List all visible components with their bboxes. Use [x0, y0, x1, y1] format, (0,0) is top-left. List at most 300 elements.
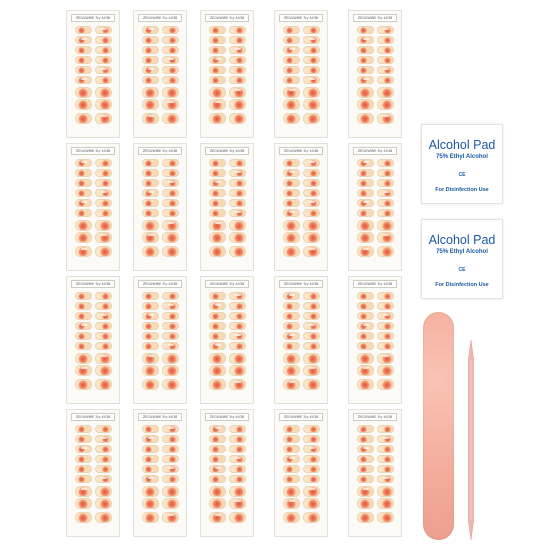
nail-accent	[212, 476, 219, 483]
nail-accent	[145, 77, 152, 84]
nail-sticker	[95, 455, 112, 463]
nail-sticker	[377, 113, 394, 124]
nail-sticker	[75, 99, 92, 110]
sheet-label: ZEGUWWE 5ly 4438	[138, 280, 182, 288]
nail-sticker	[142, 56, 159, 64]
nail-accent	[384, 303, 391, 310]
nail-accent	[167, 366, 177, 376]
nail-accent	[167, 380, 177, 390]
nail-sticker	[357, 322, 374, 330]
nail-accent	[360, 380, 370, 390]
nail-sticker	[357, 425, 374, 433]
nail-sticker	[95, 498, 112, 509]
nail-glint	[235, 89, 241, 91]
nail-accent	[310, 293, 317, 300]
cuticle-stick-icon	[467, 340, 475, 540]
nail-sticker	[229, 232, 246, 243]
nail-sticker	[142, 445, 159, 453]
nail-accent	[236, 77, 243, 84]
nail-accent	[360, 180, 367, 187]
nail-sticker	[162, 46, 179, 54]
nail-accent	[234, 100, 244, 110]
nail-sticker	[229, 425, 246, 433]
nail-accent	[308, 499, 318, 509]
nail-sticker	[162, 342, 179, 350]
nail-sticker	[283, 512, 300, 523]
nail-accent	[310, 466, 317, 473]
alcohol-pad-subtitle: 75% Ethyl Alcohol	[436, 154, 488, 160]
nail-sticker	[209, 342, 226, 350]
nail-accent	[145, 293, 152, 300]
nail-accent	[167, 233, 177, 243]
nail-sticker	[283, 312, 300, 320]
nail-glint	[101, 477, 107, 479]
nail-sticker	[377, 365, 394, 376]
nail-accent	[234, 221, 244, 231]
nail-accent	[360, 303, 367, 310]
nail-accent	[169, 323, 176, 330]
nail-accent	[310, 67, 317, 74]
nail-accent	[360, 88, 370, 98]
nail-accent	[169, 170, 176, 177]
nail-accent	[212, 47, 219, 54]
nail-accent	[169, 476, 176, 483]
nail-sticker	[75, 455, 92, 463]
nail-glint	[309, 161, 315, 163]
nail-accent	[145, 180, 152, 187]
nail-accent	[360, 313, 367, 320]
nail-accent	[212, 210, 219, 217]
nail-sticker	[229, 209, 246, 217]
sheet-label: ZEGUWWE 5ly 4438	[353, 14, 397, 22]
nail-glint	[215, 427, 221, 429]
nail-sticker	[377, 159, 394, 167]
nail-glint	[148, 437, 154, 439]
nail-sticker	[142, 66, 159, 74]
nail-glint	[235, 211, 241, 213]
nail-accent	[286, 354, 296, 364]
nail-accent	[236, 200, 243, 207]
nail-sticker	[209, 292, 226, 300]
nail-sticker	[303, 292, 320, 300]
nail-glint	[363, 367, 369, 369]
nail-glint	[235, 457, 241, 459]
nail-sticker	[229, 56, 246, 64]
nail-accent	[100, 100, 110, 110]
nail-accent	[145, 47, 152, 54]
nail-sticker	[377, 26, 394, 34]
sheet-label: ZEGUWWE 5ly 4438	[71, 147, 115, 155]
nail-glint	[168, 101, 174, 103]
nail-sticker	[95, 353, 112, 364]
nail-sticker-sheet	[200, 276, 254, 404]
nail-accent	[360, 466, 367, 473]
nail-sticker	[357, 159, 374, 167]
nail-sticker	[303, 332, 320, 340]
nail-accent	[212, 380, 222, 390]
nail-accent	[310, 476, 317, 483]
nail-sticker	[377, 169, 394, 177]
nail-sticker	[142, 246, 159, 257]
nail-sticker	[162, 87, 179, 98]
nail-sticker	[95, 302, 112, 310]
nail-sticker	[162, 179, 179, 187]
nail-accent	[102, 323, 109, 330]
nail-glint	[101, 314, 107, 316]
nail-sticker	[95, 99, 112, 110]
nail-sticker	[162, 169, 179, 177]
nail-glint	[289, 294, 295, 296]
nail-sticker	[357, 46, 374, 54]
nail-sticker	[229, 199, 246, 207]
nail-accent	[145, 160, 152, 167]
nail-accent	[382, 247, 392, 257]
nail-sticker	[95, 46, 112, 54]
nail-sticker-sheet	[348, 143, 402, 271]
nail-accent	[145, 210, 152, 217]
sheet-label: ZEGUWWE 5ly 4438	[205, 14, 249, 22]
nail-accent	[169, 160, 176, 167]
nail-sticker	[377, 342, 394, 350]
nail-accent	[234, 513, 244, 523]
nail-sticker	[75, 435, 92, 443]
nail-sticker	[357, 36, 374, 44]
nail-accent	[169, 27, 176, 34]
nail-accent	[310, 436, 317, 443]
nail-accent	[100, 221, 110, 231]
nail-sticker	[209, 246, 226, 257]
nail-sticker	[303, 220, 320, 231]
nail-sticker	[303, 246, 320, 257]
nail-accent	[145, 426, 152, 433]
nail-sticker	[357, 455, 374, 463]
nail-accent	[360, 67, 367, 74]
nail-sticker	[283, 445, 300, 453]
sheet-label: ZEGUWWE 5ly 4438	[138, 14, 182, 22]
nail-accent	[360, 513, 370, 523]
nail-sticker	[303, 312, 320, 320]
nail-accent	[234, 233, 244, 243]
nail-accent	[212, 88, 222, 98]
nail-accent	[78, 293, 85, 300]
nail-glint	[215, 514, 221, 516]
nail-accent	[100, 88, 110, 98]
nail-sticker	[283, 179, 300, 187]
nail-sticker	[229, 455, 246, 463]
nail-accent	[145, 37, 152, 44]
nail-accent	[102, 57, 109, 64]
nail-sticker	[142, 169, 159, 177]
nail-accent	[212, 293, 219, 300]
nail-accent	[169, 47, 176, 54]
nail-sticker	[142, 26, 159, 34]
nail-accent	[384, 333, 391, 340]
nail-sticker	[303, 498, 320, 509]
nail-sticker	[75, 353, 92, 364]
nail-accent	[236, 466, 243, 473]
nail-sticker	[209, 322, 226, 330]
nail-sticker-sheet	[274, 10, 328, 138]
nail-accent	[102, 210, 109, 217]
nail-sticker	[377, 99, 394, 110]
nail-glint	[81, 367, 87, 369]
nail-glint	[235, 171, 241, 173]
nail-glint	[215, 222, 221, 224]
nail-glint	[309, 488, 315, 490]
nail-accent	[212, 313, 219, 320]
nail-glint	[235, 500, 241, 502]
nail-glint	[363, 78, 369, 80]
nail-accent	[78, 466, 85, 473]
nail-glint	[148, 115, 154, 117]
nail-sticker	[162, 365, 179, 376]
nail-sticker	[229, 353, 246, 364]
nail-sticker	[209, 332, 226, 340]
nail-sticker	[229, 46, 246, 54]
nail-accent	[384, 426, 391, 433]
nail-accent	[169, 313, 176, 320]
sheet-label: ZEGUWWE 5ly 4438	[71, 280, 115, 288]
nail-accent	[212, 233, 222, 243]
nail-sticker	[303, 486, 320, 497]
nail-accent	[310, 313, 317, 320]
nail-sticker	[377, 46, 394, 54]
nail-sticker	[209, 353, 226, 364]
nail-sticker	[283, 246, 300, 257]
nail-glint	[168, 181, 174, 183]
nail-accent	[100, 247, 110, 257]
nail-glint	[235, 334, 241, 336]
nail-sticker	[142, 332, 159, 340]
nail-sticker	[283, 322, 300, 330]
nail-sticker	[303, 512, 320, 523]
nail-accent	[78, 67, 85, 74]
nail-accent	[78, 88, 88, 98]
nail-glint	[383, 68, 389, 70]
nail-sticker	[209, 46, 226, 54]
nail-accent	[145, 380, 155, 390]
nail-sticker	[229, 246, 246, 257]
nail-sticker	[142, 87, 159, 98]
nail-glint	[101, 115, 107, 117]
nail-sticker	[357, 66, 374, 74]
nail-sticker	[229, 169, 246, 177]
nail-sticker	[95, 512, 112, 523]
nail-sticker	[303, 302, 320, 310]
nail-sticker	[377, 87, 394, 98]
nail-sticker	[142, 76, 159, 84]
nail-sticker	[377, 512, 394, 523]
nail-sticker	[377, 209, 394, 217]
nail-sticker	[142, 475, 159, 483]
nail-sticker-sheet	[348, 409, 402, 537]
nail-sticker	[209, 435, 226, 443]
nail-sticker	[162, 512, 179, 523]
nail-glint	[363, 201, 369, 203]
nail-sticker	[95, 113, 112, 124]
nail-sticker	[75, 246, 92, 257]
alcohol-pad-title: Alcohol Pad	[428, 233, 496, 247]
nail-sticker	[283, 365, 300, 376]
nail-file-icon	[423, 312, 454, 540]
sheet-label: ZEGUWWE 5ly 4438	[138, 147, 182, 155]
nail-sticker	[357, 486, 374, 497]
nail-sticker	[377, 66, 394, 74]
sheet-label: ZEGUWWE 5ly 4438	[71, 413, 115, 421]
nail-sticker-sheet	[133, 409, 187, 537]
nail-sticker	[357, 312, 374, 320]
nail-sticker	[95, 159, 112, 167]
nail-sticker	[75, 179, 92, 187]
nail-accent	[78, 436, 85, 443]
nail-sticker	[75, 56, 92, 64]
nail-accent	[236, 180, 243, 187]
nail-accent	[234, 487, 244, 497]
nail-sticker	[377, 292, 394, 300]
nail-sticker	[229, 365, 246, 376]
nail-accent	[212, 323, 219, 330]
nail-accent	[236, 476, 243, 483]
nail-accent	[360, 343, 367, 350]
nail-sticker	[357, 209, 374, 217]
nail-sticker	[95, 36, 112, 44]
nail-sticker	[377, 465, 394, 473]
nail-sticker	[162, 425, 179, 433]
nail-sticker	[209, 56, 226, 64]
nail-sticker	[229, 159, 246, 167]
nail-accent	[169, 333, 176, 340]
nail-sticker	[283, 99, 300, 110]
nail-accent	[286, 67, 293, 74]
nail-glint	[309, 38, 315, 40]
nail-accent	[145, 88, 155, 98]
nail-accent	[212, 354, 222, 364]
nail-sticker	[75, 76, 92, 84]
nail-sticker	[209, 302, 226, 310]
nail-sticker	[303, 209, 320, 217]
nail-sticker	[142, 179, 159, 187]
nail-accent	[286, 313, 293, 320]
nail-glint	[168, 58, 174, 60]
nail-sticker	[377, 353, 394, 364]
nail-sticker	[142, 322, 159, 330]
nail-sticker	[377, 189, 394, 197]
nail-sticker	[357, 246, 374, 257]
nail-sticker	[162, 322, 179, 330]
nail-sticker	[142, 312, 159, 320]
nail-sticker	[357, 232, 374, 243]
nail-accent	[236, 426, 243, 433]
nail-sticker	[209, 465, 226, 473]
nail-sticker	[357, 445, 374, 453]
nail-glint	[289, 48, 295, 50]
sheet-label: ZEGUWWE 5ly 4438	[279, 147, 323, 155]
nail-sticker	[95, 232, 112, 243]
nail-accent	[212, 190, 219, 197]
nail-accent	[308, 100, 318, 110]
nail-sticker	[377, 312, 394, 320]
nail-accent	[308, 221, 318, 231]
nail-accent	[360, 499, 370, 509]
nail-glint	[309, 324, 315, 326]
nail-accent	[236, 313, 243, 320]
nail-accent	[310, 426, 317, 433]
nail-sticker	[209, 220, 226, 231]
nail-sticker	[377, 435, 394, 443]
nail-sticker	[357, 56, 374, 64]
nail-sticker	[95, 26, 112, 34]
nail-glint	[309, 367, 315, 369]
nail-accent	[360, 456, 367, 463]
nail-sticker	[229, 379, 246, 390]
nail-sticker	[283, 353, 300, 364]
nail-sticker	[283, 425, 300, 433]
nail-sticker	[162, 292, 179, 300]
nail-accent	[384, 47, 391, 54]
nail-glint	[309, 201, 315, 203]
nail-accent	[78, 233, 88, 243]
nail-glint	[81, 201, 87, 203]
nail-accent	[384, 293, 391, 300]
nail-sticker	[75, 445, 92, 453]
nail-accent	[236, 160, 243, 167]
nail-glint	[101, 68, 107, 70]
nail-accent	[102, 446, 109, 453]
nail-accent	[286, 100, 296, 110]
nail-accent	[360, 190, 367, 197]
nail-sticker	[283, 302, 300, 310]
nail-sticker	[229, 220, 246, 231]
nail-sticker	[162, 498, 179, 509]
nail-glint	[363, 161, 369, 163]
nail-sticker	[357, 342, 374, 350]
nail-accent	[145, 456, 152, 463]
nail-sticker	[303, 435, 320, 443]
nail-sticker	[357, 99, 374, 110]
nail-sticker	[377, 199, 394, 207]
nail-sticker	[95, 209, 112, 217]
nail-accent	[100, 380, 110, 390]
nail-sticker	[95, 465, 112, 473]
nail-sticker	[162, 26, 179, 34]
nail-sticker	[162, 379, 179, 390]
nail-accent	[308, 513, 318, 523]
nail-accent	[286, 446, 293, 453]
nail-sticker	[283, 36, 300, 44]
nail-accent	[169, 37, 176, 44]
nail-sticker	[75, 169, 92, 177]
nail-sticker	[95, 199, 112, 207]
nail-sticker	[303, 455, 320, 463]
nail-sticker	[357, 512, 374, 523]
nail-sticker	[162, 66, 179, 74]
nail-sticker	[209, 455, 226, 463]
nail-sticker	[229, 87, 246, 98]
nail-accent	[286, 57, 293, 64]
nail-glint	[168, 344, 174, 346]
nail-accent	[234, 114, 244, 124]
nail-accent	[234, 366, 244, 376]
nail-sticker	[142, 159, 159, 167]
nail-accent	[384, 180, 391, 187]
nail-sticker	[229, 342, 246, 350]
nail-glint	[289, 211, 295, 213]
nail-sticker-sheet	[274, 276, 328, 404]
nail-accent	[384, 323, 391, 330]
nail-sticker	[75, 342, 92, 350]
nail-glint	[215, 344, 221, 346]
alcohol-pad-usage: For Disinfection Use	[435, 187, 489, 193]
